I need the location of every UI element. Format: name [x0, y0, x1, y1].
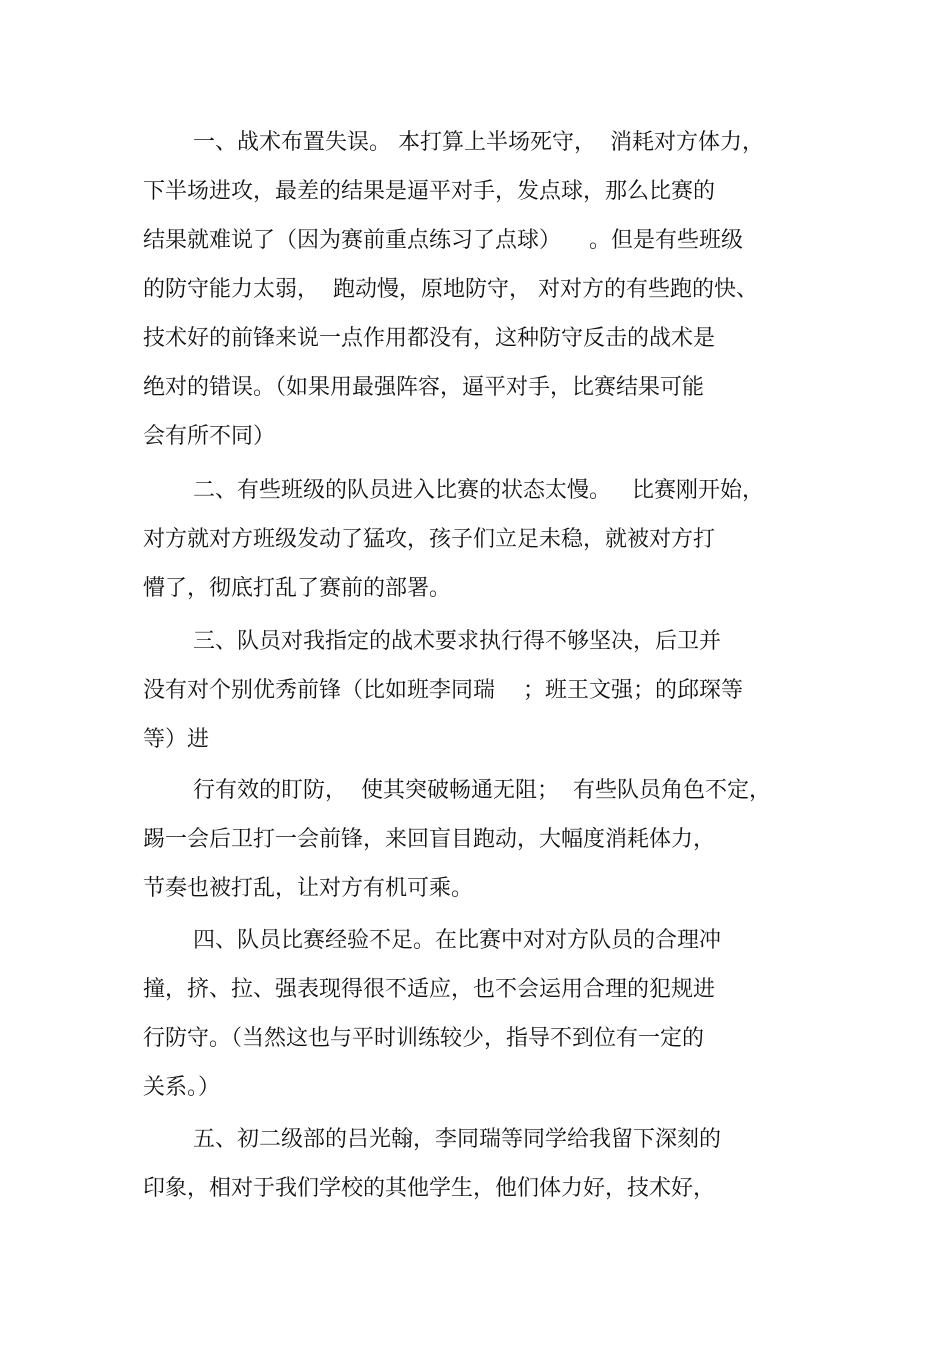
text-line: 行有效的盯防， 使其突破畅通无阻； 有些队员角色不定，: [193, 778, 771, 803]
text-line: 节奏也被打乱，让对方有机可乘。: [143, 876, 474, 901]
text-line: 踢一会后卫打一会前锋，来回盲目跑动，大幅度消耗体力，: [143, 827, 716, 852]
text-line: 绝对的错误。（如果用最强阵容，逼平对手，比赛结果可能: [143, 375, 705, 400]
text-line: 撞，挤、拉、强表现得很不适应，也不会运用合理的犯规进: [143, 977, 716, 1002]
text-line: 技术好的前锋来说一点作用都没有，这种防守反击的战术是: [143, 326, 716, 351]
text-line: 结果就难说了（因为赛前重点练习了点球） 。但是有些班级: [143, 228, 743, 253]
text-line: 懵了，彻底打乱了赛前的部署。: [143, 576, 452, 601]
text-line: 五、初二级部的吕光翰，李同瑞等同学给我留下深刻的: [193, 1127, 722, 1152]
text-line: 的防守能力太弱， 跑动慢，原地防守， 对对方的有些跑的快、: [143, 277, 758, 302]
text-line: 会有所不同）: [143, 424, 276, 449]
text-line: 行防守。（当然这也与平时训练较少，指导不到位有一定的: [143, 1026, 705, 1051]
text-line: 等）进: [143, 727, 210, 752]
text-line: 下半场进攻，最差的结果是逼平对手，发点球，那么比赛的: [143, 179, 716, 204]
text-line: 一、战术布置失误。 本打算上半场死守， 消耗对方体力，: [193, 130, 764, 155]
text-line: 三、队员对我指定的战术要求执行得不够坚决，后卫并: [193, 629, 722, 654]
text-line: 四、队员比赛经验不足。在比赛中对对方队员的合理冲: [193, 928, 722, 953]
text-line: 没有对个别优秀前锋（比如班李同瑞 ；班王文强；的邱琛等: [143, 678, 743, 703]
text-line: 关系。）: [143, 1075, 221, 1100]
text-line: 对方就对方班级发动了猛攻，孩子们立足未稳，就被对方打: [143, 527, 716, 552]
text-line: 印象，相对于我们学校的其他学生，他们体力好，技术好，: [143, 1176, 716, 1201]
text-line: 二、有些班级的队员进入比赛的状态太慢。 比赛刚开始，: [193, 478, 764, 503]
